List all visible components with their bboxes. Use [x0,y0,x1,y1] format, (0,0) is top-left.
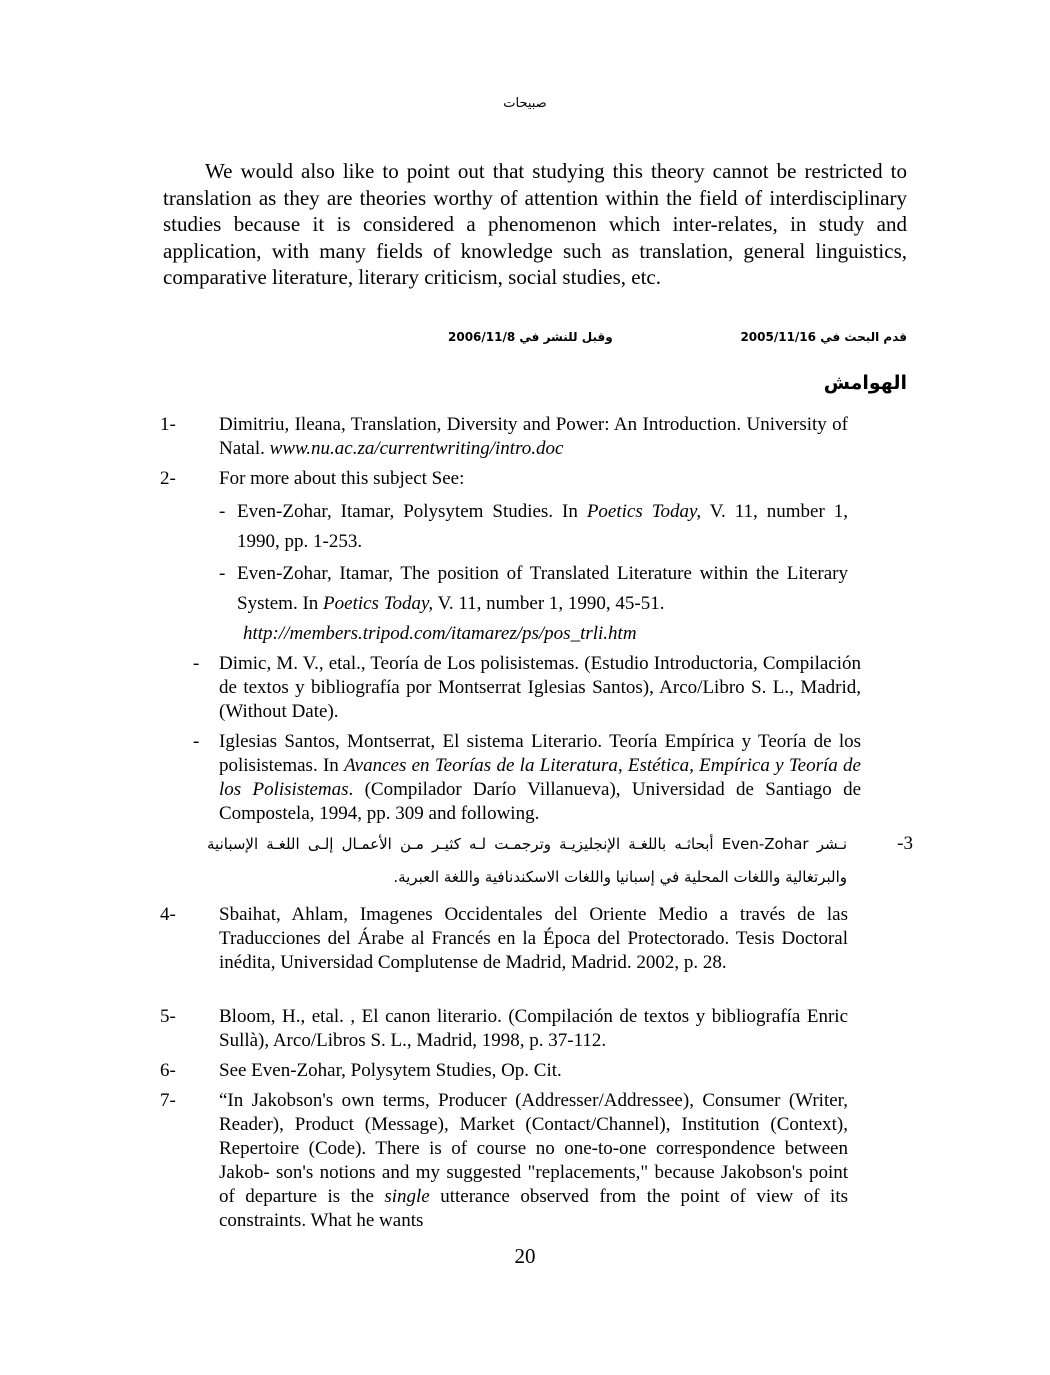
footnote-2a-text-2: V. 11, number 1, 1990, pp. 1-253. [237,501,848,552]
submission-dates [163,330,907,350]
submitted-label: قدم البحث في [820,330,907,344]
footnote-3-text: نـشر Even-Zohar أبحاثـه باللغـة الإنجليزيـة وترجمـت لـه كثيـر مـن الأعمـال إلـى اللغـة الإسبانية والبرتغالية واللغات المحلية في إسبانيا واللغات الاسكندنافية واللغة العبرية. [207,835,848,886]
footnote-2d-book: Avances en Teorías de la Literatura, Estética, Empírica y Teoría de los Polisistemas [219,755,861,800]
footnote-1-number: 1- [160,414,176,435]
footnote-2-intro: For more about this subject See: [219,468,465,489]
footnote-7-text-2: utterance observed from the point of view of its constraints. What he wants [219,1186,848,1231]
footnote-2c [193,652,861,724]
submitted-date-value: 2005/11/16 [740,330,816,344]
footnote-5-number: 5- [160,1006,176,1027]
footnote-7-emphasis: single [384,1186,430,1207]
running-header-author: صبيحات [503,96,547,111]
footnote-2a [237,497,848,557]
footnote-2b-url: http://members.tripod.com/itamarez/ps/pos_trli.htm [243,623,637,644]
accepted-date-value: 2006/11/8 [448,330,516,344]
footnote-2a-dash: - [219,501,226,522]
footnote-2b-journal: Poetics Today, [323,593,434,614]
footnote-7-text-1: “In Jakobson's own terms, Producer (Addresser/Addressee), Consumer (Writer, Reader), Product (Message), Market (Contact/Channel), Institution (Context), Repertoire (Code). There is of course no one-to-one correspondence between Jakob- son's notions and my suggested "replacements," because Jakobson's point of departure is the [219,1090,848,1207]
accepted-label: وقبل للنشر في [519,330,613,344]
footnote-4-text: Sbaihat, Ahlam, Imagenes Occidentales del Oriente Medio a través de las Traducciones del Árabe al Francés en la Época del Protectorado. Tesis Doctoral inédita, Universidad Complutense de Madrid, Madrid. 2002, p. 28. [219,904,848,973]
footnote-6-number: 6- [160,1060,176,1081]
footnote-2d [193,730,862,826]
footnote-2b [237,559,848,619]
footnote-1 [219,413,848,461]
footnote-2b-dash: - [219,563,226,584]
footnote-2-number: 2- [160,468,176,489]
footnote-7-number: 7- [160,1090,176,1111]
footnote-2d-text-1: Iglesias Santos, Montserrat, El sistema Literario. Teoría Empírica y Teoría de los polisistemas. In [219,731,861,776]
footnote-2a-text-1: Even-Zohar, Itamar, Polysytem Studies. In [237,501,587,522]
accepted-date [448,330,613,344]
footnote-7 [219,1089,848,1233]
submitted-date [740,330,907,344]
footnote-2b-text-2: V. 11, number 1, 1990, 45-51. [433,593,665,614]
footnote-3-number: -3 [897,833,913,854]
page-number: 20 [514,1244,536,1268]
footnote-2c-text: Dimic, M. V., etal., Teoría de Los polisistemas. (Estudio Introductoria, Compilación de textos y bibliografía por Montserrat Iglesias Santos), Arco/Libro S. L., Madrid, (Without Date). [219,653,861,722]
footnote-2c-dash: - [193,653,200,674]
footnote-1-text: Dimitriu, Ileana, Translation, Diversity and Power: An Introduction. University of Natal. [219,414,848,459]
footnote-6-text: See Even-Zohar, Polysytem Studies, Op. Cit. [219,1060,562,1081]
footnote-1-url: www.nu.ac.za/currentwriting/intro.doc [269,438,564,459]
notes-heading: الهوامش [823,372,907,394]
footnote-5-text: Bloom, H., etal. , El canon literario. (Compilación de textos y bibliografía Enric Sullà), Arco/Libros S. L., Madrid, 1998, p. 37-112. [219,1006,848,1051]
body-paragraph: We would also like to point out that studying this theory cannot be restricted to translation as they are theories worthy of attention within the field of interdisciplinary studies because it is considered a phenomenon which inter-relates, in study and application, with many fields of knowledge such as translation, general linguistics, comparative literature, literary criticism, social studies, etc. [163,159,907,290]
footnote-2a-journal: Poetics Today, [586,501,702,522]
footnote-2d-dash: - [193,731,200,752]
footnote-2d-text-2: . (Compilador Darío Villanueva), Universidad de Santiago de Compostela, 1994, pp. 309 and following. [219,779,862,824]
footnote-2b-text-1: Even-Zohar, Itamar, The position of Translated Literature within the Literary System. In [237,563,848,614]
footnote-4-number: 4- [160,904,176,925]
